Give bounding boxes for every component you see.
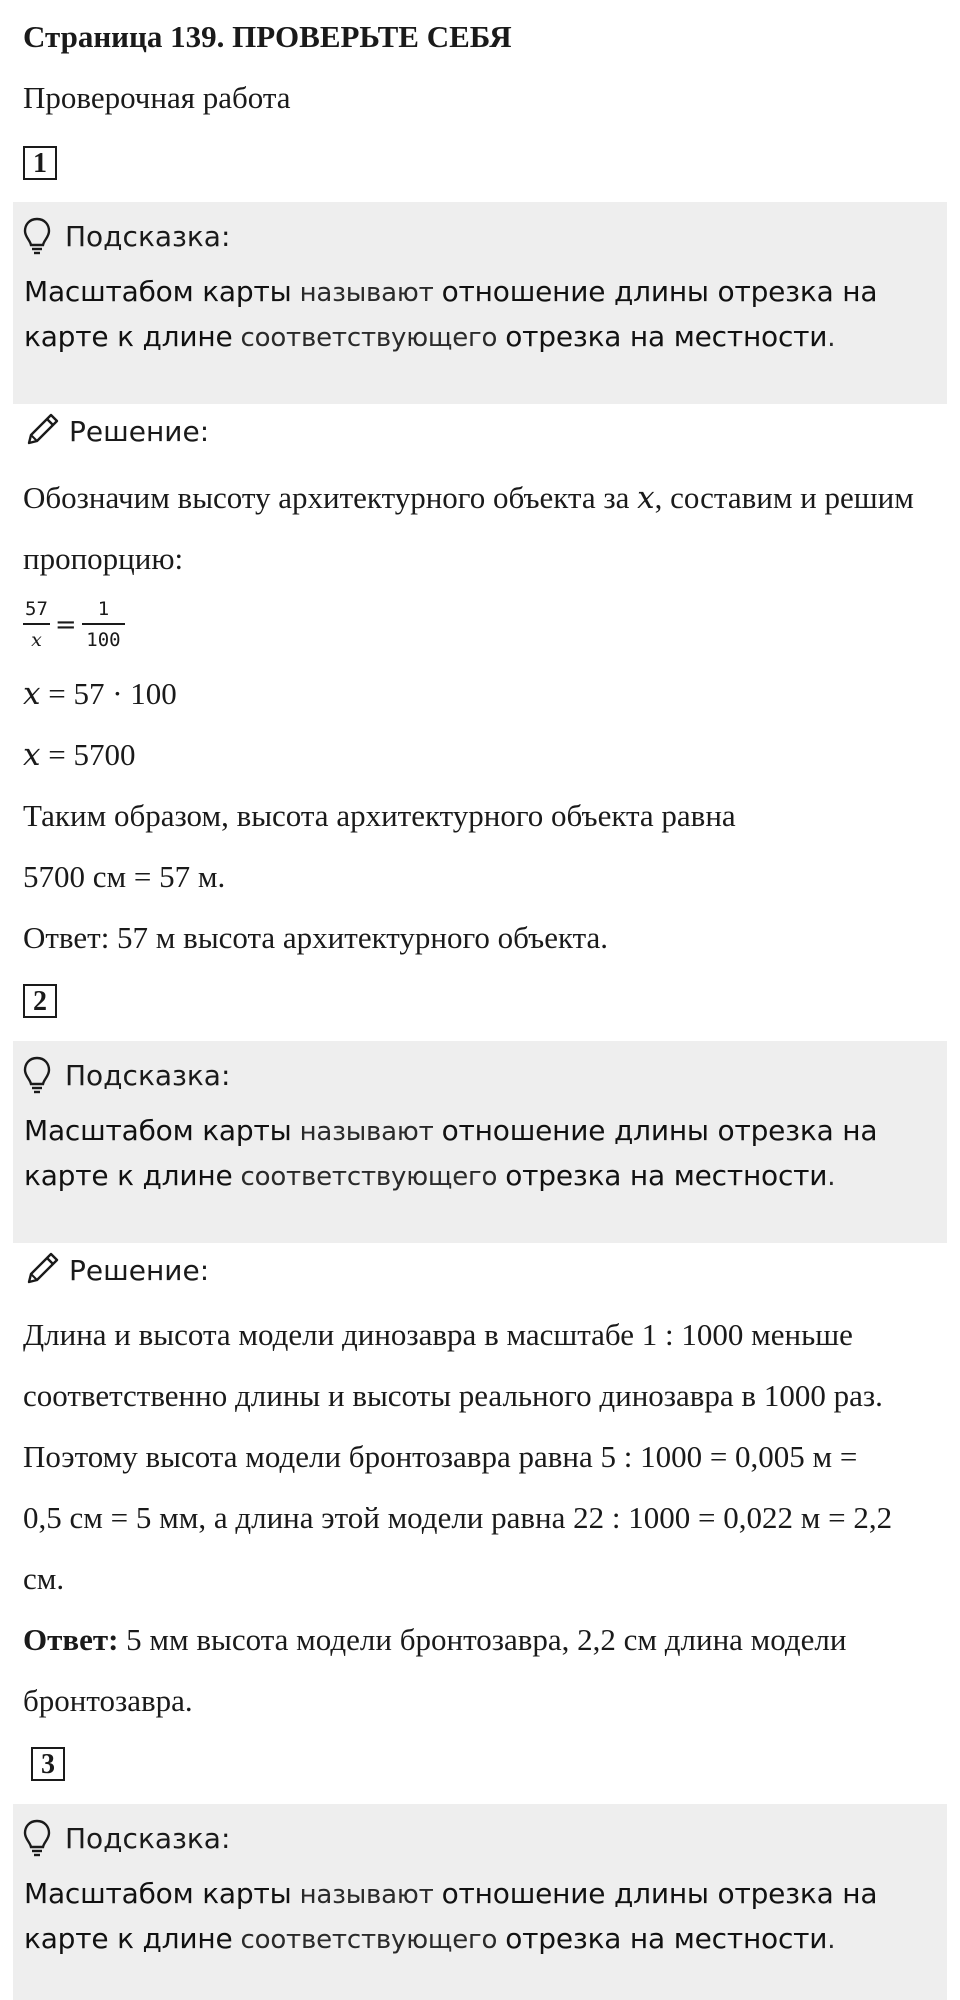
page-subtitle: Проверочная работа <box>23 80 291 115</box>
variable-x: 𝑥 <box>31 629 42 651</box>
hint-connector: соответствующего <box>232 1925 506 1955</box>
hint-label: Подсказка: <box>65 1058 231 1092</box>
hint-connector: называют <box>291 1880 442 1910</box>
conclusion-line-2: 5700 см = 57 м. <box>23 859 226 894</box>
task-number-3: 3 <box>31 1747 65 1781</box>
hint-box-2 <box>13 1041 947 1243</box>
task-number-2: 2 <box>23 984 57 1018</box>
hint-box-3 <box>13 1804 947 2000</box>
fraction-right <box>82 598 125 651</box>
equation-1: 𝑥 = 57 · 100 <box>23 676 177 711</box>
lightbulb-icon <box>23 1055 51 1095</box>
fraction-numerator: 57 <box>23 598 50 625</box>
hint-definition-end: отрезка на местности <box>505 1159 828 1192</box>
hint-connector: соответствующего <box>232 1162 506 1192</box>
answer-label: Ответ: <box>23 1622 119 1657</box>
equals-sign: = <box>54 609 77 640</box>
hint-connector: называют <box>291 1117 442 1147</box>
lightbulb-icon <box>23 1818 51 1858</box>
hint-text <box>24 1872 924 1962</box>
answer-line: Ответ: 57 м высота архитектурного объекта. <box>23 920 609 955</box>
solution-header-2 <box>23 1248 209 1292</box>
hint-text <box>24 1109 924 1199</box>
equation-2: 𝑥 = 5700 <box>23 737 136 772</box>
hint-term: Масштабом карты <box>24 1114 292 1147</box>
hint-header <box>23 214 230 258</box>
hint-period: . <box>827 1162 836 1192</box>
solution-label: Решение: <box>69 1253 210 1287</box>
solution-label: Решение: <box>69 414 210 448</box>
lightbulb-icon <box>23 216 51 256</box>
answer-paragraph <box>23 1609 903 1731</box>
hint-definition: отношение длины отрезка на карте к длине <box>24 1877 878 1955</box>
fraction-denominator: 100 <box>86 629 121 651</box>
hint-text <box>24 270 924 360</box>
task-number-1: 1 <box>23 146 57 180</box>
hint-label: Подсказка: <box>65 219 231 253</box>
hint-period: . <box>827 323 836 353</box>
hint-header <box>23 1816 230 1860</box>
fraction-left <box>23 598 50 651</box>
hint-definition: отношение длины отрезка на карте к длине <box>24 1114 878 1192</box>
hint-connector: называют <box>291 278 442 308</box>
hint-header <box>23 1053 230 1097</box>
hint-definition-end: отрезка на местности <box>505 1922 828 1955</box>
hint-connector: соответствующего <box>232 323 506 353</box>
hint-definition-end: отрезка на местности <box>505 320 828 353</box>
solution-header-1 <box>23 409 209 453</box>
page-title: Страница 139. ПРОВЕРЬТЕ СЕБЯ <box>23 19 512 54</box>
pencil-icon <box>23 409 63 454</box>
conclusion-line-1: Таким образом, высота архитектурного объекта равна <box>23 798 736 833</box>
proportion <box>23 598 125 651</box>
solution-text: Длина и высота модели динозавра в масштабе 1 : 1000 меньше соответственно длины и высоты реального динозавра в 1000 раз. Поэтому высота модели бронтозавра равна 5 : 1000 = 0,005 м = 0,5 см = 5 мм, а длина этой модели равна 22 : 1000 = 0,022 м = 2,2 см. <box>23 1317 893 1596</box>
hint-period: . <box>827 1925 836 1955</box>
hint-box-1 <box>13 202 947 404</box>
hint-term: Масштабом карты <box>24 275 292 308</box>
hint-term: Масштабом карты <box>24 1877 292 1910</box>
fraction-denominator <box>31 625 42 651</box>
hint-label: Подсказка: <box>65 1821 231 1855</box>
answer-text: 5 мм высота модели бронтозавра, 2,2 см длина модели бронтозавра. <box>23 1622 847 1718</box>
pencil-icon <box>23 1248 63 1293</box>
solution-intro: Обозначим высоту архитектурного объекта за 𝑥, составим и решим пропорцию: <box>23 480 914 576</box>
fraction-numerator: 1 <box>82 598 125 625</box>
hint-definition: отношение длины отрезка на карте к длине <box>24 275 878 353</box>
